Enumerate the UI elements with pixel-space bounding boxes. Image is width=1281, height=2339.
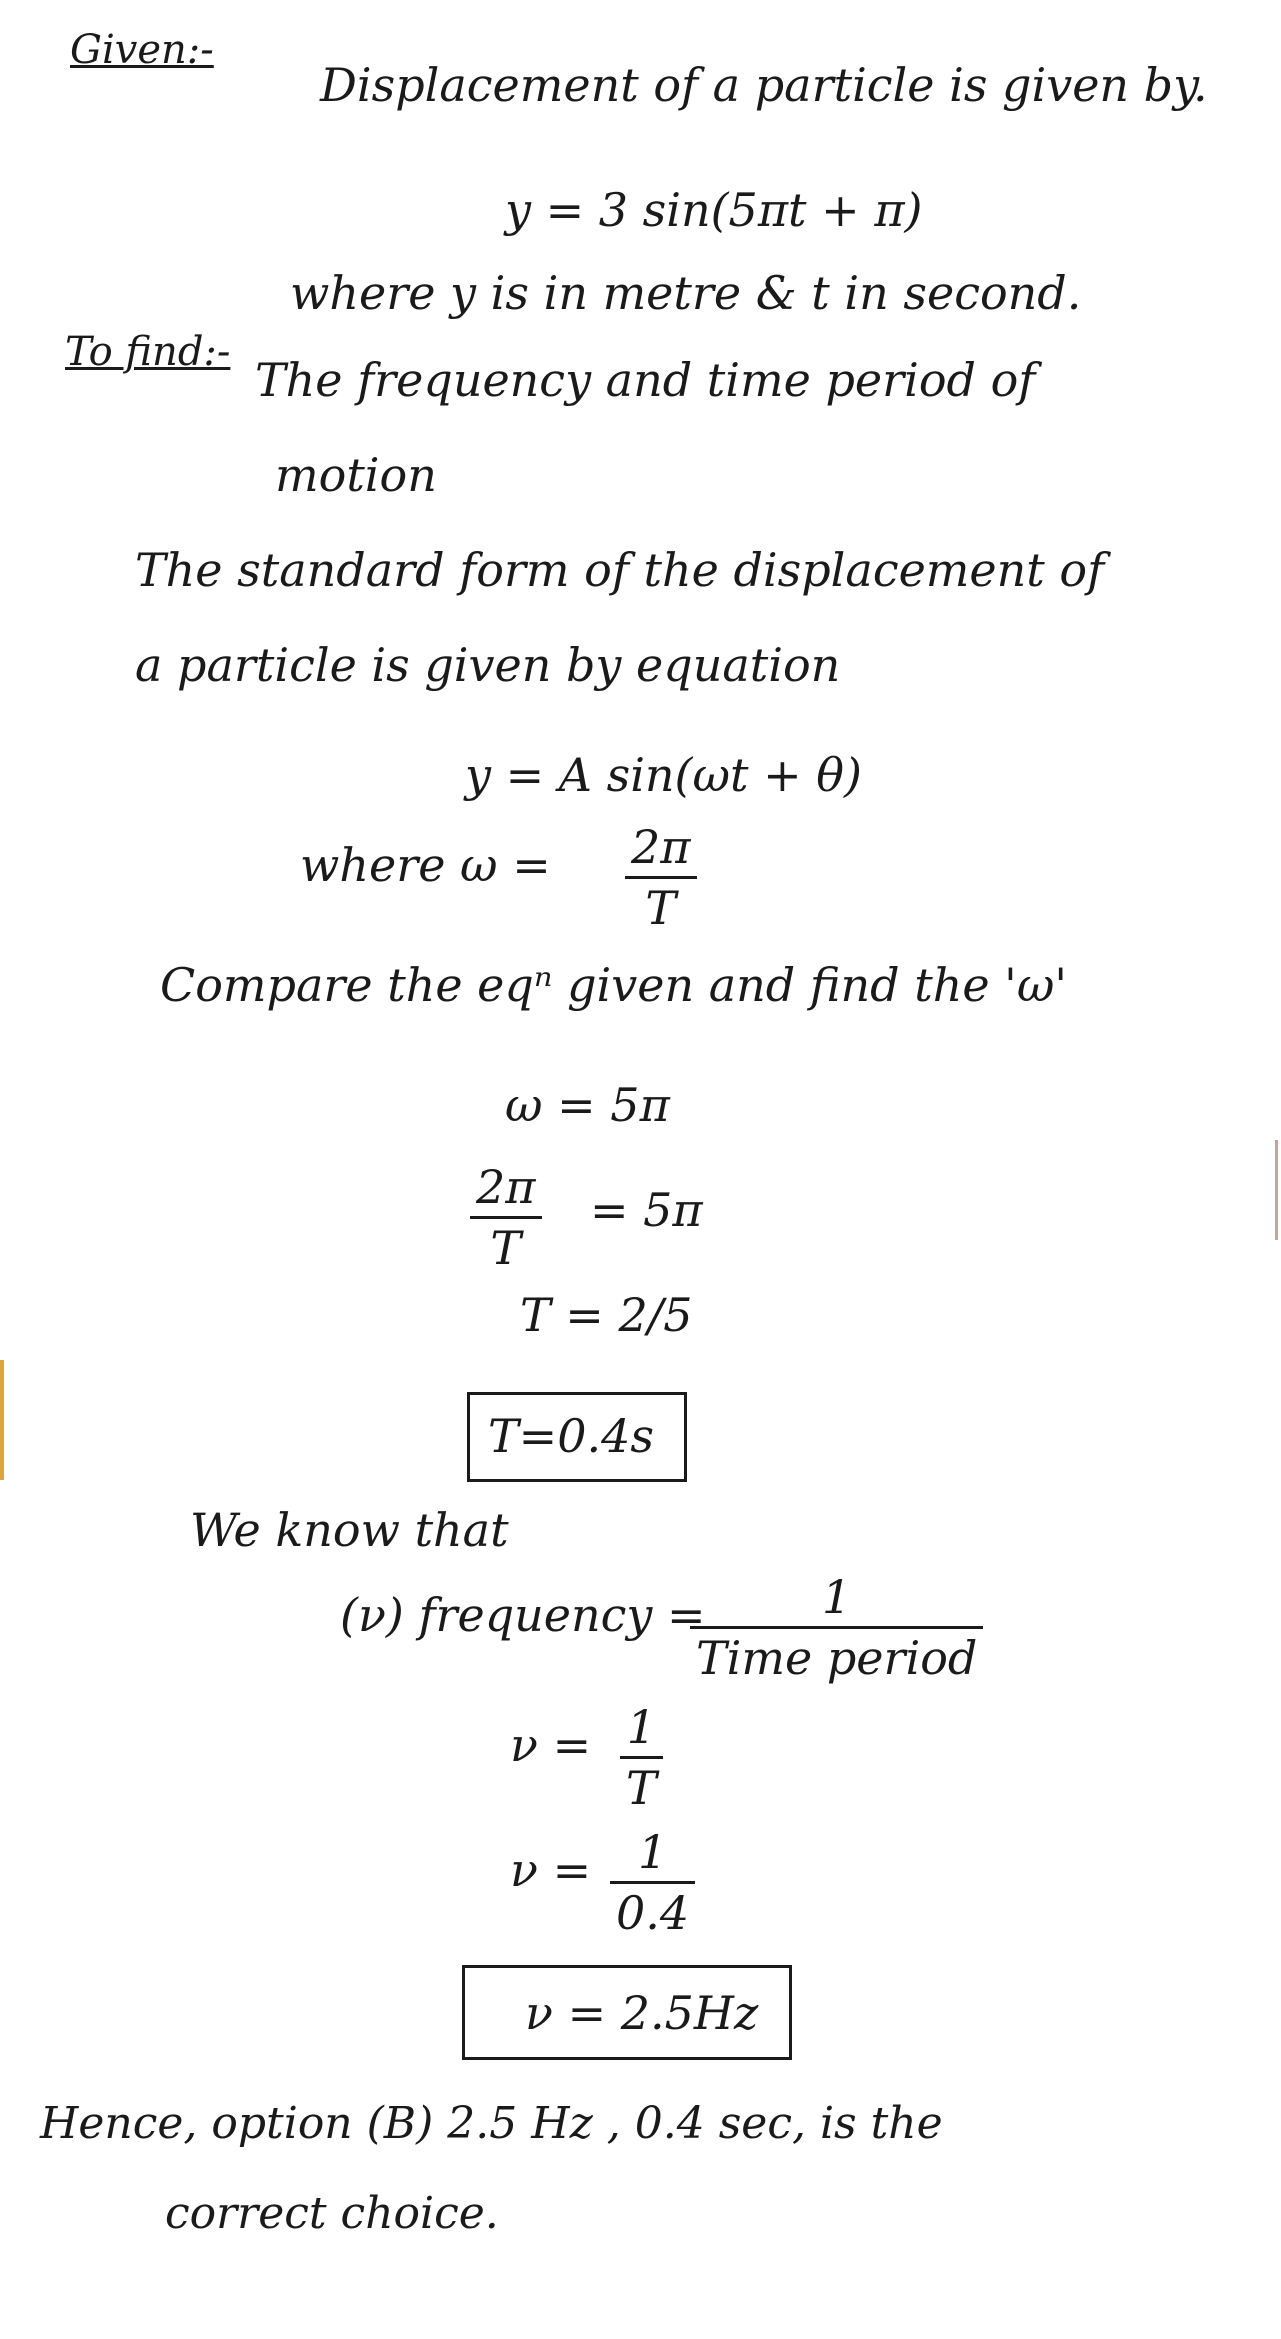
compare-step-2-denominator: T [490,1221,522,1275]
fraction-bar [690,1626,983,1629]
frequency-intro: We know that [190,1503,509,1557]
frequency-step-1-fraction [620,1700,663,1815]
given-label: Given:- [70,27,214,73]
frequency-step-2-lhs: ν = [510,1843,592,1897]
compare-step-3: T = 2/5 [520,1288,693,1342]
frequency-step-1-lhs: ν = [510,1718,592,1772]
omega-where: where ω = [300,838,551,892]
fraction-bar [610,1881,695,1884]
fraction-bar [470,1216,542,1219]
fraction-bar [620,1756,663,1759]
scan-edge-mark [0,1360,4,1480]
tofind-line-2: motion [275,448,437,502]
tofind-line-1: The frequency and time period of [255,353,1036,407]
frequency-step-1-denominator: T [626,1761,657,1815]
frequency-step-2-fraction [610,1825,695,1940]
frequency-result: ν = 2.5Hz [525,1986,759,2040]
given-line-2: where y is in metre & t in second. [290,266,1082,320]
scan-edge-mark [1275,1140,1278,1240]
period-result-box [467,1392,687,1482]
tofind-label: To find:- [65,329,231,375]
conclusion-line-2: correct choice. [165,2188,499,2239]
frequency-step-2-numerator: 1 [637,1825,668,1879]
compare-step-1: ω = 5π [505,1078,670,1132]
standard-line-2: a particle is given by equation [135,638,841,692]
compare-line: Compare the eqⁿ given and find the 'ω' [160,958,1067,1012]
compare-step-2-numerator: 2π [476,1160,536,1214]
omega-denominator: T [645,881,677,935]
compare-step-2-fraction [470,1160,542,1275]
frequency-formula-lhs: (ν) frequency = [340,1588,706,1642]
given-equation: y = 3 sin(5πt + π) [505,183,923,237]
fraction-bar [625,876,697,879]
standard-line-1: The standard form of the displacement of [135,543,1105,597]
frequency-step-1-numerator: 1 [626,1700,656,1754]
frequency-formula-numerator: 1 [822,1570,852,1624]
conclusion-line-1: Hence, option (B) 2.5 Hz , 0.4 sec, is the [40,2098,943,2149]
frequency-step-2-denominator: 0.4 [616,1886,690,1940]
frequency-result-box [462,1965,792,2060]
period-result: T=0.4s [488,1409,654,1463]
omega-numerator: 2π [631,820,691,874]
compare-step-2-rhs: = 5π [590,1183,703,1237]
given-line-1: Displacement of a particle is given by. [320,58,1208,112]
frequency-formula-fraction [690,1570,983,1685]
omega-fraction [625,820,697,935]
standard-equation: y = A sin(ωt + θ) [465,748,862,802]
frequency-formula-denominator: Time period [696,1631,978,1685]
